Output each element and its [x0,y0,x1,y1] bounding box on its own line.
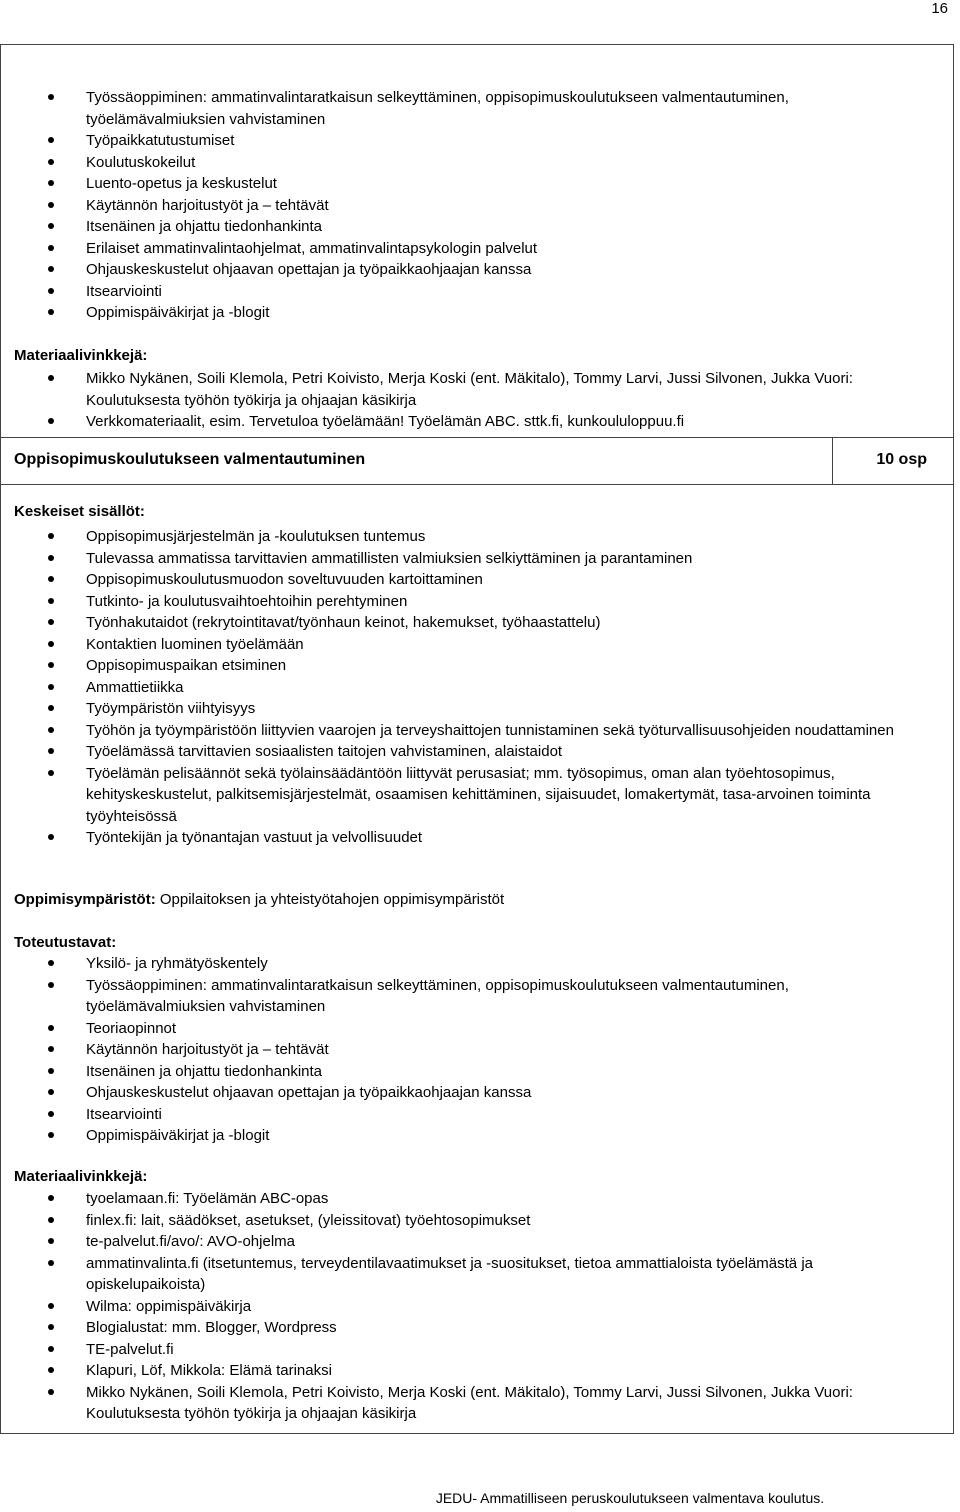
list-item-text: Wilma: oppimispäiväkirja [86,1297,252,1315]
list-item [1,1360,953,1382]
list-item-text: Käytännön harjoitustyöt ja – tehtävät [86,196,329,214]
list-item [1,173,953,195]
module-frame [0,44,954,1434]
bullet-icon [48,245,54,251]
environments-heading: Oppimisympäristöt: [14,891,156,908]
materials-heading: Materiaalivinkkejä: [14,347,148,364]
bullet-icon [48,1025,54,1031]
list-item [1,526,953,548]
materials2-heading: Materiaalivinkkejä: [14,1168,148,1185]
page-number: 16 [931,0,948,17]
list-item [1,195,953,217]
list-item [1,1018,953,1040]
list-item-text: Ammattietiikka [86,678,184,696]
list-item-text: Työpaikkatutustumiset [86,132,235,149]
list-item-text: Työssäoppiminen: ammatinvalintaratkaisun selkeyttäminen, oppisopimuskoulutukseen valmentautuminen, työelämävalmiuksien vahvistaminen [86,976,789,1015]
materials2-list [1,1188,953,1425]
list-item-text: Työssäoppiminen: ammatinvalintaratkaisun selkeyttäminen, oppisopimuskoulutukseen valmentautuminen, työelämävalmiuksien vahvistaminen [86,89,789,128]
list-item-text: Mikko Nykänen, Soili Klemola, Petri Koivisto, Merja Koski (ent. Mäkitalo), Tommy Larvi, Jussi Silvonen, Jukka Vuori: Koulutuksesta työhön työkirja ja ohjaajan käsikirja [86,1383,853,1422]
list-item [1,698,953,720]
bullet-icon [48,375,54,381]
list-item-text: Itsearviointi [86,282,162,300]
bullet-icon [48,1217,54,1223]
list-item [1,1061,953,1083]
bullet-icon [48,1195,54,1201]
bullet-icon [48,982,54,988]
methods-heading: Toteutustavat: [14,934,117,951]
list-item-text: Oppisopimuspaikan etsiminen [86,657,287,674]
module-credits: 10 osp [876,451,927,468]
list-item-text: te-palvelut.fi/avo/: AVO-ohjelma [86,1233,295,1250]
list-item-text: Työhön ja työympäristöön liittyvien vaarojen ja terveyshaittojen tunnistaminen sekä työturvallisuusohjeiden noudattaminen [86,721,894,739]
bullet-icon [48,598,54,604]
bullet-icon [48,1324,54,1330]
list-item [1,1125,953,1147]
list-item-text: TE-palvelut.fi [86,1340,174,1358]
bullet-icon [48,1367,54,1373]
list-item [1,238,953,260]
list-item-text: Oppisopimuskoulutusmuodon soveltuvuuden kartoittaminen [86,571,483,588]
bullet-icon [48,1260,54,1266]
list-item [1,1317,953,1339]
list-item [1,827,953,849]
list-item [1,1382,953,1425]
list-item-text: Verkkomateriaalit, esim. Tervetuloa työelämään! Työelämän ABC. sttk.fi, kunkoululoppuu.fi [86,413,685,430]
contents-section [1,526,953,849]
bullet-icon [48,1238,54,1244]
list-item-text: Työelämässä tarvittavien sosiaalisten taitojen vahvistaminen, alaistaidot [86,743,563,760]
list-item [1,720,953,742]
list-item [1,655,953,677]
list-item [1,1188,953,1210]
list-item [1,281,953,303]
bullet-icon [48,684,54,690]
list-item-text: Oppimispäiväkirjat ja -blogit [86,1127,270,1144]
list-item [1,1210,953,1232]
materials2-section [1,1188,953,1425]
list-item-text: Itsenäinen ja ohjattu tiedonhankinta [86,218,323,235]
list-item [1,763,953,828]
list-item-text: Teoriaopinnot [86,1019,177,1037]
list-item [1,612,953,634]
list-item-text: Klapuri, Löf, Mikkola: Elämä tarinaksi [86,1362,332,1379]
methods-list [1,953,953,1147]
list-item [1,368,953,411]
bullet-icon [48,159,54,165]
contents-heading: Keskeiset sisällöt: [14,503,145,520]
list-item [1,548,953,570]
bullet-icon [48,202,54,208]
list-item-text: Koulutuskokeilut [86,153,196,171]
bullet-icon [48,748,54,754]
bullet-icon [48,533,54,539]
environments-line [14,889,504,911]
list-item-text: Oppimispäiväkirjat ja -blogit [86,304,270,321]
environments-text: Oppilaitoksen ja yhteistyötahojen oppimisympäristöt [155,891,505,908]
list-item-text: Blogialustat: mm. Blogger, Wordpress [86,1319,337,1336]
list-item [1,1296,953,1318]
list-item-text: Työnhakutaidot (rekrytointitavat/työnhaun keinot, hakemukset, työhaastattelu) [86,614,601,631]
top-methods-list [1,87,953,324]
list-item [1,259,953,281]
module-title: Oppisopimuskoulutukseen valmentautuminen [14,451,366,468]
list-item-text: Itsenäinen ja ohjattu tiedonhankinta [86,1062,323,1080]
bullet-icon [48,266,54,272]
list-item [1,1231,953,1253]
list-item-text: tyoelamaan.fi: Työelämän ABC-opas [86,1190,329,1207]
bullet-icon [48,1089,54,1095]
top-methods-section [1,87,953,324]
list-item [1,1339,953,1361]
list-item [1,152,953,174]
list-item-text: Itsearviointi [86,1105,162,1123]
list-item-text: Erilaiset ammatinvalintaohjelmat, ammatinvalintapsykologin palvelut [86,239,538,257]
list-item-text: Ohjauskeskustelut ohjaavan opettajan ja työpaikkaohjaajan kanssa [86,1084,532,1101]
list-item-text: finlex.fi: lait, säädökset, asetukset, (yleissitovat) työehtosopimukset [86,1211,531,1229]
bullet-icon [48,137,54,143]
list-item-text: Oppisopimusjärjestelmän ja -koulutuksen tuntemus [86,528,426,545]
list-item [1,677,953,699]
bullet-icon [48,641,54,647]
list-item-text: Yksilö- ja ryhmätyöskentely [86,955,268,972]
bullet-icon [48,1068,54,1074]
list-item-text: Luento-opetus ja keskustelut [86,175,277,192]
list-item-text: Tutkinto- ja koulutusvaihtoehtoihin perehtyminen [86,592,408,610]
list-item [1,216,953,238]
list-item [1,975,953,1018]
list-item [1,1104,953,1126]
list-item [1,741,953,763]
list-item-text: Työelämän pelisäännöt sekä työlainsäädäntöön liittyvät perusasiat; mm. työsopimus, oman alan työehtosopimus, kehityskeskustelut, palkitsemisjärjestelmät, osaamisen kehittäminen, sijaisuudet, lomakertymät, tasa-arvoinen toiminta työyhteisössä [86,764,871,825]
bullet-icon [48,1132,54,1138]
bullet-icon [48,180,54,186]
bullet-icon [48,1046,54,1052]
list-item [1,634,953,656]
list-item [1,1039,953,1061]
list-item [1,1082,953,1104]
list-item-text: Tulevassa ammatissa tarvittavien ammatillisten valmiuksien selkiyttäminen ja parantaminen [86,549,693,567]
list-item-text: Työympäristön viihtyisyys [86,700,256,717]
title-divider [832,438,833,484]
bullet-icon [48,94,54,100]
module-title-row [1,437,953,485]
list-item-text: Mikko Nykänen, Soili Klemola, Petri Koivisto, Merja Koski (ent. Mäkitalo), Tommy Larvi, Jussi Silvonen, Jukka Vuori: Koulutuksesta työhön työkirja ja ohjaajan käsikirja [86,370,853,409]
bullet-icon [48,555,54,561]
bullet-icon [48,1111,54,1117]
bullet-icon [48,770,54,776]
bullet-icon [48,1303,54,1309]
list-item [1,1253,953,1296]
list-item [1,591,953,613]
bullet-icon [48,418,54,424]
bullet-icon [48,727,54,733]
bullet-icon [48,619,54,625]
list-item-text: ammatinvalinta.fi (itsetuntemus, terveydentilavaatimukset ja -suositukset, tietoa ammattialoista työelämästä ja opiskelupaikoista) [86,1254,813,1293]
list-item [1,953,953,975]
list-item-text: Ohjauskeskustelut ohjaavan opettajan ja työpaikkaohjaajan kanssa [86,261,532,278]
bullet-icon [48,576,54,582]
list-item [1,411,953,433]
list-item [1,569,953,591]
list-item [1,87,953,130]
materials-section [1,368,953,433]
bullet-icon [48,1389,54,1395]
list-item [1,302,953,324]
list-item-text: Kontaktien luominen työelämään [86,635,304,653]
bullet-icon [48,223,54,229]
page-footer: JEDU- Ammatilliseen peruskoulutukseen valmentava koulutus. [435,1490,825,1506]
bullet-icon [48,960,54,966]
bullet-icon [48,662,54,668]
contents-list [1,526,953,849]
list-item-text: Työntekijän ja työnantajan vastuut ja velvollisuudet [86,829,423,846]
methods-section [1,953,953,1147]
bullet-icon [48,834,54,840]
bullet-icon [48,705,54,711]
bullet-icon [48,1346,54,1352]
bullet-icon [48,288,54,294]
list-item [1,130,953,152]
list-item-text: Käytännön harjoitustyöt ja – tehtävät [86,1041,329,1058]
materials-list [1,368,953,433]
bullet-icon [48,309,54,315]
